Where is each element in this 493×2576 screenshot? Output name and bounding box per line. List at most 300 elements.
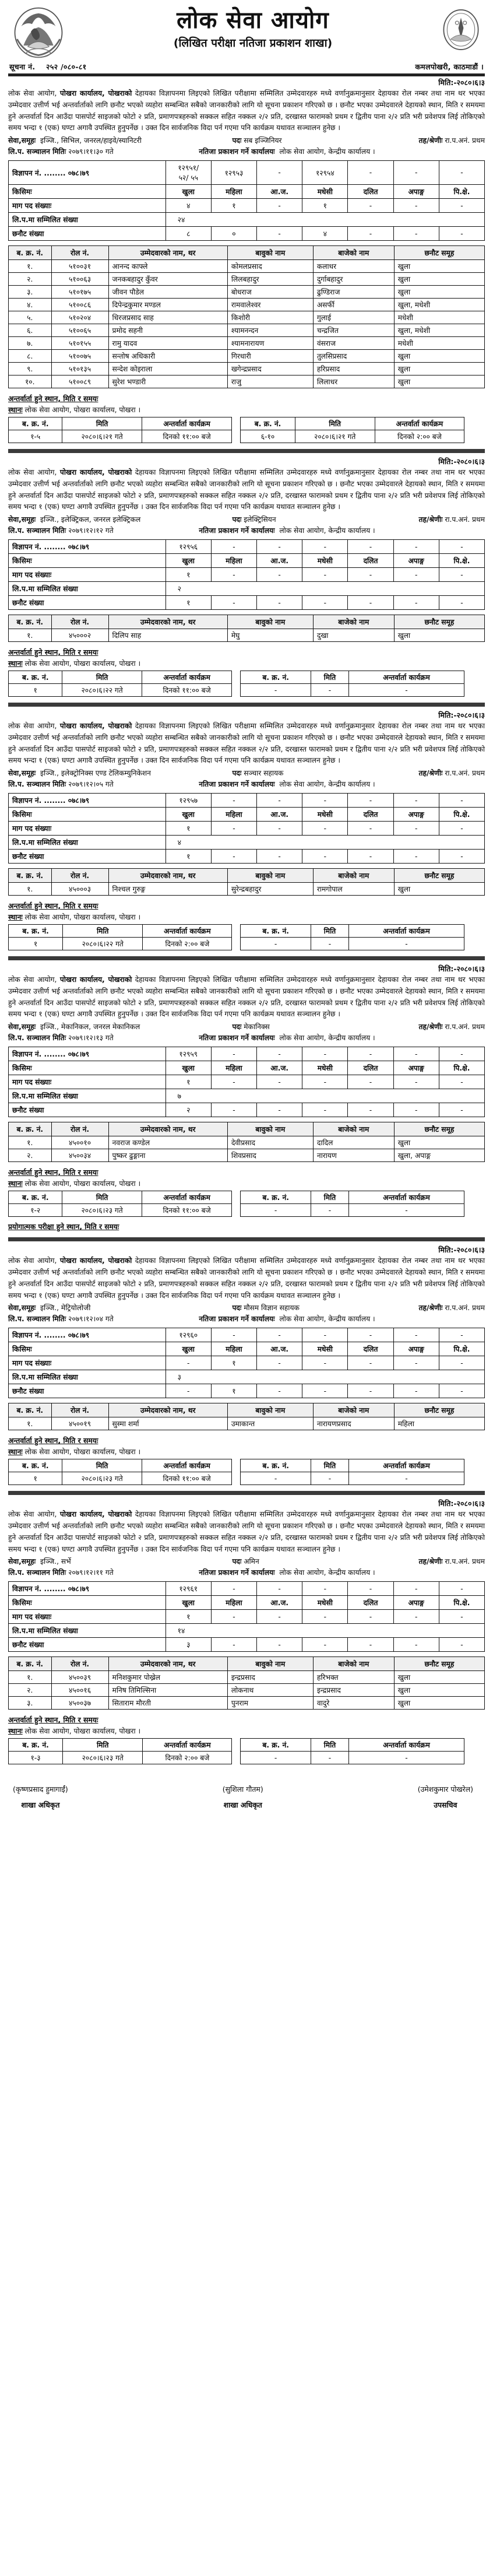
ad-number-cell: १२९५१/ ५२/ ५५	[165, 161, 211, 185]
column-header: ब. क्र. नं.	[241, 925, 311, 938]
publishing-office	[199, 779, 485, 789]
selection-group-cell: खुला	[394, 375, 484, 388]
table-header-row	[9, 1657, 485, 1671]
service-label: सेवा,समूहः	[8, 1023, 36, 1031]
table-row	[9, 1417, 485, 1430]
demand-cell: १	[165, 568, 211, 582]
column-header: अन्तर्वार्ता कार्यक्रम	[349, 1739, 464, 1752]
table-row	[9, 1356, 485, 1370]
candidate-name-cell: दिलिप साह	[108, 629, 227, 642]
selected-cell: -	[302, 596, 348, 610]
column-header: अन्तर्वार्ता कार्यक्रम	[142, 1191, 232, 1204]
serial-cell: ९.	[9, 363, 52, 375]
kind-cell: महिला	[211, 185, 256, 199]
grandfather-name-cell: दादिल	[313, 1136, 394, 1149]
column-header: ब. क्र. नं.	[9, 671, 62, 684]
kind-cell: आ.ज.	[257, 1596, 302, 1610]
result-section	[8, 78, 485, 443]
attended-value: २४	[165, 213, 484, 227]
service-label: सेवा,समूहः	[8, 769, 36, 778]
selection-group-cell: खुला	[394, 1684, 484, 1697]
demand-label: माग पद संख्याः	[9, 568, 166, 582]
selected-cell: -	[393, 1103, 439, 1117]
kind-cell: दलित	[348, 554, 393, 568]
ad-number-cell: -	[257, 1328, 302, 1342]
selected-cell: -	[211, 596, 256, 610]
service-group	[8, 514, 232, 524]
selected-cell: १	[211, 1384, 256, 1398]
roll-number-cell: ४५००३७	[51, 1697, 108, 1710]
interview-place	[8, 1726, 485, 1736]
attended-value: ७	[165, 1089, 484, 1103]
kind-cell: महिला	[211, 1342, 256, 1356]
selected-cell: -	[211, 1103, 256, 1117]
ad-number-cell: -	[257, 540, 302, 554]
kind-label: किसिमः	[9, 1596, 166, 1610]
publishing-office-value: लोक सेवा आयोग, केन्द्रीय कार्यालय ।	[279, 1568, 375, 1577]
level	[365, 768, 485, 778]
ad-number-label: विज्ञापन नं. ........ ०७८।७९	[9, 540, 166, 554]
selected-cell: -	[439, 227, 484, 241]
summary-table	[8, 1581, 485, 1652]
kind-cell: खुला	[165, 185, 211, 199]
father-name-cell: बोधराज	[227, 286, 313, 299]
kind-cell: खुला	[165, 1342, 211, 1356]
place-label: स्थानः	[8, 1727, 23, 1736]
table-row	[9, 596, 485, 610]
column-header: बावुको नाम	[227, 869, 313, 883]
selected-cell: २	[165, 1103, 211, 1117]
column-header: उम्मेदवारको नाम, थर	[108, 1403, 227, 1417]
kind-cell: पि.क्षे.	[439, 554, 484, 568]
service-label: सेवा,समूहः	[8, 515, 36, 524]
serial-cell: ७.	[9, 337, 52, 350]
selected-label: छनौट संख्या	[9, 1384, 166, 1398]
table-row	[9, 286, 485, 299]
column-header: उम्मेदवारको नाम, थर	[108, 1122, 227, 1136]
header-divider	[8, 73, 485, 76]
table-header-row	[241, 1739, 464, 1752]
level	[365, 1556, 485, 1566]
place-value: लोक सेवा आयोग, पोखरा कार्यालय, पोखरा ।	[24, 1180, 141, 1188]
demand-cell: -	[439, 822, 484, 836]
column-header: बाजेको नाम	[313, 615, 394, 629]
ad-number-cell: -	[348, 161, 393, 185]
column-header: रोल नं.	[51, 615, 108, 629]
interview-time-cell: दिनको २:०० बजे	[375, 430, 464, 443]
selection-group-cell: महिला	[394, 1417, 484, 1430]
kind-cell: अपाङ्ग	[393, 1596, 439, 1610]
demand-cell: -	[439, 1356, 484, 1370]
summary-table	[8, 1047, 485, 1117]
column-header: उम्मेदवारको नाम, थर	[108, 246, 227, 260]
table-header-row	[241, 417, 464, 430]
table-row	[9, 273, 485, 286]
ad-number-cell: -	[211, 794, 256, 808]
selection-group-cell: खुला	[394, 363, 484, 375]
column-header: उम्मेदवारको नाम, थर	[108, 615, 227, 629]
selected-cell: -	[257, 1103, 302, 1117]
ad-number-label: विज्ञापन नं. ........ ०७८।७९	[9, 1047, 166, 1061]
column-header: ब. क्र. नं.	[9, 1403, 52, 1417]
candidate-name-cell: आनन्द काफ्ले	[108, 260, 227, 273]
father-name-cell: गिरधारी	[227, 350, 313, 363]
service-meta-row	[8, 1022, 485, 1031]
post-label: पदः	[232, 1023, 242, 1031]
serial-range-cell: ६-१०	[241, 430, 295, 443]
column-header: मिति	[311, 1191, 348, 1204]
table-row	[9, 1638, 485, 1652]
column-header: ब. क्र. नं.	[9, 869, 52, 883]
demand-cell: -	[302, 822, 348, 836]
table-row	[9, 430, 232, 443]
candidate-name-cell: मनिशकुमार पोख्रेल	[108, 1671, 227, 1684]
post-value: सब इञ्जिनियर	[244, 136, 282, 145]
interview-time-cell: दिनको २:०० बजे	[143, 1752, 232, 1764]
table-header-row	[9, 246, 485, 260]
ad-number-cell: -	[439, 794, 484, 808]
office-name-bold: पोखरा कार्यालय, पोखराको	[59, 975, 132, 984]
ad-number-cell: -	[211, 1328, 256, 1342]
grandfather-name-cell: तुलसिप्रसाद	[313, 350, 394, 363]
publishing-office	[199, 146, 485, 156]
attended-value: १४	[165, 1624, 484, 1638]
result-section	[8, 956, 485, 1231]
roll-number-cell: ५१०१७५	[51, 286, 108, 299]
interview-schedule-table-left	[8, 671, 232, 697]
father-name-cell: देवीप्रसाद	[227, 1136, 313, 1149]
selected-cell: -	[348, 850, 393, 864]
table-row	[9, 1596, 485, 1610]
candidates-table	[8, 1403, 485, 1430]
post	[232, 768, 365, 778]
attended-label: लि.प.मा सम्मिलित संख्या	[9, 836, 166, 850]
service-meta-row	[8, 514, 485, 524]
selected-cell: -	[302, 1384, 348, 1398]
demand-cell: -	[302, 1075, 348, 1089]
demand-label: माग पद संख्याः	[9, 199, 166, 213]
grandfather-name-cell: चन्द्रजित	[313, 324, 394, 337]
table-row	[9, 540, 485, 554]
demand-cell: १	[211, 199, 256, 213]
serial-cell: २.	[9, 273, 52, 286]
publishing-office	[199, 525, 485, 535]
level	[365, 1022, 485, 1031]
ad-number-cell: १२९५६	[165, 540, 211, 554]
column-header: अन्तर्वार्ता कार्यक्रम	[143, 925, 232, 938]
exam-date	[8, 146, 199, 156]
kind-cell: मधेसी	[302, 1596, 348, 1610]
selected-cell: -	[348, 596, 393, 610]
selection-group-cell: खुला, मधेशी	[394, 324, 484, 337]
table-row	[9, 185, 485, 199]
table-row	[9, 1136, 485, 1149]
masthead	[8, 3, 485, 61]
level-value: रा.प.अनं. प्रथम	[445, 769, 485, 778]
level-value: रा.प.अनं. प्रथम	[445, 1557, 485, 1566]
demand-cell: १	[302, 199, 348, 213]
selection-group-cell: खुला	[394, 1697, 484, 1710]
selected-cell: -	[302, 850, 348, 864]
ad-number-label: विज्ञापन नं. ........ ०७८।७९	[9, 1328, 166, 1342]
table-row	[9, 808, 485, 822]
candidates-table	[8, 245, 485, 388]
demand-cell: -	[211, 822, 256, 836]
interview-place	[8, 912, 485, 922]
serial-range-cell: -	[241, 684, 311, 697]
selected-cell: -	[257, 1384, 302, 1398]
ad-number-cell: -	[211, 540, 256, 554]
column-header: ब. क्र. नं.	[9, 246, 52, 260]
kind-label: किसिमः	[9, 185, 166, 199]
demand-cell: -	[211, 568, 256, 582]
exam-date-label: लि.प. सञ्चालन मितिः	[8, 780, 66, 789]
selected-cell: -	[439, 850, 484, 864]
candidate-name-cell: सन्तोष अधिकारी	[108, 350, 227, 363]
table-row	[9, 883, 485, 896]
exam-date-value: २०७९।१२।०४ गते	[68, 1315, 114, 1324]
kind-cell: महिला	[211, 554, 256, 568]
notice-value: २५२ /०८०-८१	[46, 62, 87, 71]
signatory-1	[13, 1784, 68, 1810]
selected-cell: -	[393, 227, 439, 241]
attended-value: २	[165, 582, 484, 596]
interview-date-cell: २०८०।६।२३ गते	[63, 1752, 143, 1764]
ad-number-cell: -	[348, 540, 393, 554]
service-value: इञ्जि., इलेक्ट्रोनिक्स एण्ड टेलिकम्युनिकेशन	[40, 769, 151, 778]
table-row	[9, 311, 485, 324]
table-row	[9, 1752, 232, 1764]
ad-number-cell: -	[439, 540, 484, 554]
selected-cell: -	[257, 1638, 302, 1652]
ad-number-cell: १२९५३	[211, 161, 256, 185]
roll-number-cell: ४५०००३	[51, 883, 108, 896]
demand-cell: -	[348, 1356, 393, 1370]
interview-date-cell: -	[311, 684, 348, 697]
ad-number-cell: -	[393, 1047, 439, 1061]
signatory-name: (सुशिला गौतम)	[222, 1785, 263, 1794]
demand-cell: -	[257, 1610, 302, 1624]
serial-cell: २.	[9, 1149, 52, 1162]
level-label: तह/श्रेणीः	[418, 1023, 443, 1031]
ad-number-cell: -	[257, 1047, 302, 1061]
demand-cell: -	[211, 1075, 256, 1089]
kind-cell: मधेसी	[302, 185, 348, 199]
ad-number-cell: -	[302, 1047, 348, 1061]
selection-group-cell: खुला	[394, 1671, 484, 1684]
serial-cell: ६.	[9, 324, 52, 337]
candidates-table	[8, 1122, 485, 1162]
selected-cell: -	[211, 1638, 256, 1652]
table-row	[9, 1684, 485, 1697]
roll-number-cell: ५१००७५	[51, 350, 108, 363]
column-header: मिति	[63, 925, 143, 938]
publishing-office-label: नतिजा प्रकाशन गर्ने कार्यालयः	[199, 1568, 275, 1577]
service-group	[8, 768, 232, 778]
signatory-role: शाखा अधिकृत	[21, 1801, 60, 1810]
roll-number-cell: ५१००८६	[51, 299, 108, 311]
table-row	[9, 199, 485, 213]
ad-number-cell: -	[393, 1582, 439, 1596]
publishing-office-label: नतिजा प्रकाशन गर्ने कार्यालयः	[199, 1315, 275, 1324]
exam-date-label: लि.प. सञ्चालन मितिः	[8, 1568, 66, 1577]
selection-group-cell: खुला	[394, 629, 484, 642]
interview-tables	[8, 1738, 485, 1764]
level	[365, 1303, 485, 1312]
level-value: रा.प.अनं. प्रथम	[445, 515, 485, 524]
table-row	[9, 1103, 485, 1117]
section-paragraph: लोक सेवा आयोग, पोखरा कार्यालय, पोखराको देहायका विज्ञापनमा लिइएको लिखित परीक्षामा सम्मिलित उम्मेदवारहरु मध्ये वर्णानुक्रमानुसार देहायका रोल नम्बर तथा नाम थर भएका उम्मेदवार उत्तीर्ण भई अन्तर्वार्ताको लागि छनौट भएको व्यहोरा सम्बन्धित सबैको जानकारीको लागि यो सूचना प्रकाशन गरिएको छ । छनौट भएका उम्मेदवारले देहायको स्थान, मिति र समयमा हुने अन्तर्वार्ता दिन आउँदा पासपोर्ट साइजको फोटो २ प्रति, प्रमाणपत्रहरुको सक्कल सहित नक्कल २/२ प्रति, दरखास्त फारामको प्रथम र द्वितीय पाना २/२ प्रति भरी प्रवेशपत्र लिई तोकिएको समय भन्दा १ (एक) घण्टा अगावै उपस्थित हुनुपर्नेछ । उक्त दिन सार्वजनिक विदा पर्न गएमा पनि कार्यक्रम यथावत सञ्चालन हुनेछ ।	[8, 1257, 485, 1300]
interview-heading: अन्तर्वार्ता हुने स्थान, मिति र समयः	[8, 648, 98, 657]
service-group	[8, 135, 232, 145]
level-value: रा.प.अनं. प्रथम	[445, 1023, 485, 1031]
level-label: तह/श्रेणीः	[418, 1304, 443, 1312]
ad-number-cell: १२९६०	[165, 1328, 211, 1342]
selected-cell: ३	[165, 1638, 211, 1652]
table-row	[241, 1752, 464, 1764]
grandfather-name-cell: इन्द्रप्रसाद	[313, 1684, 394, 1697]
column-header: मिति	[62, 1459, 142, 1472]
serial-range-cell: -	[241, 1752, 311, 1764]
grandfather-name-cell: गुलाई	[313, 311, 394, 324]
ad-number-cell: -	[211, 1582, 256, 1596]
section-paragraph: लोक सेवा आयोग, पोखरा कार्यालय, पोखराको देहायका विज्ञापनमा लिइएको लिखित परीक्षामा सम्मिलित उम्मेदवारहरु मध्ये वर्णानुक्रमानुसार देहायका रोल नम्बर तथा नाम थर भएका उम्मेदवार उत्तीर्ण भई अन्तर्वार्ताको लागि छनौट भएको व्यहोरा सम्बन्धित सबैको जानकारीको लागि यो सूचना प्रकाशन गरिएको छ । छनौट भएका उम्मेदवारले देहायको स्थान, मिति र समयमा हुने अन्तर्वार्ता दिन आउँदा पासपोर्ट साइजको फोटो २ प्रति, प्रमाणपत्रहरुको सक्कल सहित नक्कल २/२ प्रति, दरखास्त फारामको प्रथम र द्वितीय पाना २/२ प्रति भरी प्रवेशपत्र लिई तोकिएको समय भन्दा १ (एक) घण्टा अगावै उपस्थित हुनुपर्नेछ । उक्त दिन सार्वजनिक विदा पर्न गएमा पनि कार्यक्रम यथावत सञ्चालन हुनेछ ।	[8, 722, 485, 765]
exam-date-value: २०७९।१२।१३ गते	[68, 1034, 114, 1043]
level	[365, 514, 485, 524]
interview-schedule-table-right	[240, 1191, 464, 1217]
table-row	[9, 582, 485, 596]
column-header: छनौट समूह	[394, 1657, 484, 1671]
ad-number-cell: -	[302, 794, 348, 808]
selection-group-cell: मधेशी	[394, 311, 484, 324]
kind-cell: अपाङ्ग	[393, 185, 439, 199]
table-header-row	[241, 1191, 464, 1204]
table-row	[9, 1342, 485, 1356]
exam-date	[8, 779, 199, 789]
table-row	[9, 1047, 485, 1061]
publishing-office	[199, 1314, 485, 1324]
table-row	[9, 324, 485, 337]
demand-cell: -	[393, 568, 439, 582]
father-name-cell: खगेन्द्रप्रसाद	[227, 363, 313, 375]
table-header-row	[9, 925, 232, 938]
interview-date-cell: २०८०।६।२१ गते	[295, 430, 375, 443]
kind-cell: महिला	[211, 808, 256, 822]
selected-cell: -	[348, 227, 393, 241]
interview-schedule-table-left	[8, 1191, 232, 1217]
section-date: मिति:-२०८०।६।३	[438, 964, 485, 974]
demand-cell: १	[165, 1075, 211, 1089]
grandfather-name-cell: वंसराज	[313, 337, 394, 350]
demand-cell: ४	[165, 199, 211, 213]
demand-cell: -	[348, 1610, 393, 1624]
serial-range-cell: १-२	[9, 1204, 62, 1217]
grandfather-name-cell: असर्फी	[313, 299, 394, 311]
attended-label: लि.प.मा सम्मिलित संख्या	[9, 1089, 166, 1103]
title-block	[66, 5, 439, 50]
interview-tables	[8, 671, 485, 697]
demand-cell: -	[439, 1075, 484, 1089]
column-header: बावुको नाम	[227, 615, 313, 629]
ad-number-cell: -	[439, 161, 484, 185]
service-label: सेवा,समूहः	[8, 1304, 36, 1312]
service-meta-row	[8, 768, 485, 778]
ad-number-cell: -	[302, 1582, 348, 1596]
place-value: लोक सेवा आयोग, पोखरा कार्यालय, पोखरा ।	[24, 659, 141, 668]
page-title: लोक सेवा आयोग	[177, 7, 329, 34]
kind-cell: खुला	[165, 1596, 211, 1610]
column-header: अन्तर्वार्ता कार्यक्रम	[143, 1739, 232, 1752]
exam-date	[8, 1314, 199, 1324]
level-label: तह/श्रेणीः	[418, 769, 443, 778]
column-header: ब. क्र. नं.	[9, 1191, 62, 1204]
interview-schedule-table-right	[240, 417, 464, 443]
exam-meta-row	[8, 779, 485, 789]
interview-time-cell: -	[349, 1472, 464, 1485]
post-label: पदः	[232, 136, 242, 145]
column-header: बाजेको नाम	[313, 869, 394, 883]
selected-cell: ८	[165, 227, 211, 241]
psc-official-seal-icon	[439, 8, 483, 51]
roll-number-cell: ४५००१६	[51, 1684, 108, 1697]
demand-label: माग पद संख्याः	[9, 1075, 166, 1089]
demand-cell: १	[211, 1356, 256, 1370]
service-value: इञ्जि., इलेक्ट्रिकल, जनरल इलेक्ट्रिकल	[40, 515, 141, 524]
roll-number-cell: ४५००३४	[51, 1149, 108, 1162]
column-header: बावुको नाम	[227, 246, 313, 260]
interview-heading: अन्तर्वार्ता हुने स्थान, मिति र समयः	[8, 394, 98, 403]
table-row	[241, 684, 464, 697]
interview-tables	[8, 1459, 485, 1485]
demand-cell: -	[211, 1610, 256, 1624]
selected-cell: -	[348, 1384, 393, 1398]
table-row	[9, 684, 232, 697]
interview-place	[8, 1447, 485, 1457]
demand-cell: -	[439, 1610, 484, 1624]
level-label: तह/श्रेणीः	[418, 1557, 443, 1566]
table-row	[9, 794, 485, 808]
column-header: ब. क्र. नं.	[9, 615, 52, 629]
interview-date-cell: -	[311, 1472, 348, 1485]
table-row	[9, 363, 485, 375]
demand-cell: -	[348, 199, 393, 213]
selected-cell: -	[439, 1638, 484, 1652]
kind-label: किसिमः	[9, 1342, 166, 1356]
table-row	[9, 554, 485, 568]
roll-number-cell: ५१००८९	[51, 375, 108, 388]
exam-date-value: २०७९।१२।०५ गते	[68, 780, 114, 789]
column-header: मिति	[295, 417, 375, 430]
table-row	[241, 1472, 464, 1485]
service-label: सेवा,समूहः	[8, 136, 36, 145]
father-name-cell: कोमलप्रसाद	[227, 260, 313, 273]
grandfather-name-cell: दुर्गाबहादुर	[313, 273, 394, 286]
table-row	[241, 430, 464, 443]
interview-date-cell: २०८०।६।२१ गते	[62, 430, 142, 443]
attended-label: लि.प.मा सम्मिलित संख्या	[9, 1370, 166, 1384]
exam-meta-row	[8, 1033, 485, 1043]
selected-cell: -	[393, 1638, 439, 1652]
ad-number-cell: -	[393, 161, 439, 185]
column-header: रोल नं.	[51, 1657, 108, 1671]
selected-cell: -	[302, 1638, 348, 1652]
candidate-name-cell: सिताराम मौरती	[108, 1697, 227, 1710]
kind-cell: आ.ज.	[257, 1342, 302, 1356]
ad-number-cell: -	[393, 1328, 439, 1342]
column-header: ब. क्र. नं.	[241, 671, 311, 684]
table-row	[241, 938, 464, 950]
selected-cell: -	[439, 1103, 484, 1117]
